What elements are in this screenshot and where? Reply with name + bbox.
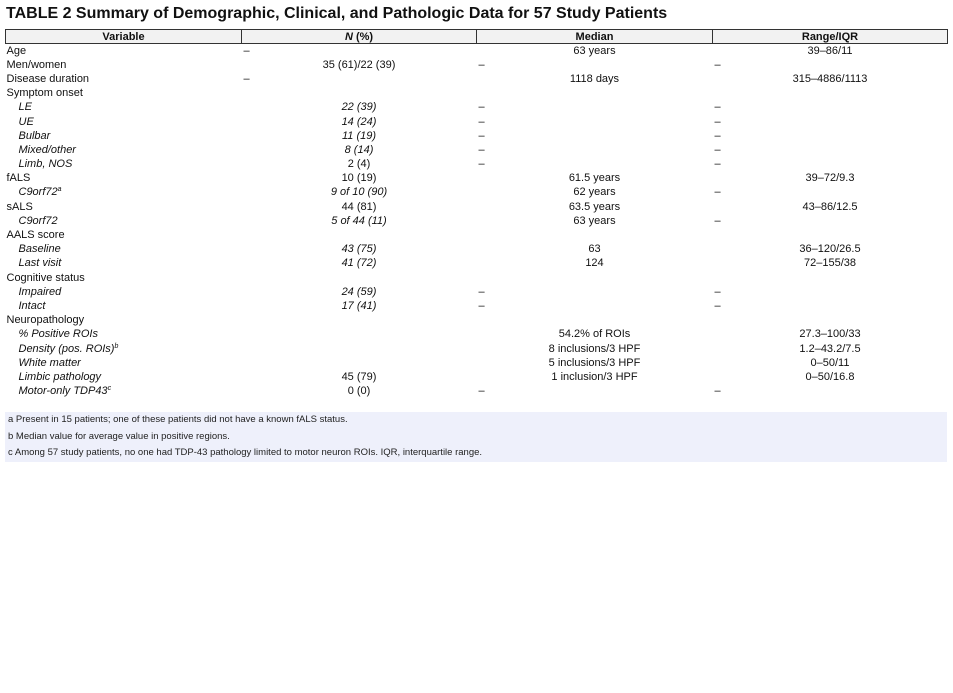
cell-variable [6, 385, 242, 399]
cell-median-value: 54.2% of ROIs [558, 328, 631, 341]
cell-range [713, 87, 948, 101]
table-body [6, 44, 948, 399]
cell-median [477, 129, 713, 143]
cell-n [242, 285, 477, 299]
cell-median-value: – [478, 58, 485, 71]
header-range: Range/IQR [713, 30, 948, 44]
cell-median-value: 63 years [573, 44, 616, 57]
cell-median [477, 342, 713, 356]
cell-median-value: 62 years [573, 186, 616, 199]
cell-n-value: 11 (19) [341, 129, 377, 142]
header-median: Median [477, 30, 713, 44]
cell-n-value: 8 (14) [344, 143, 374, 156]
cell-variable [6, 271, 242, 285]
cell-n-value: 35 (61)/22 (39) [322, 58, 396, 71]
cell-variable [6, 200, 242, 214]
cell-median [477, 44, 713, 59]
variable-label: Impaired [18, 285, 62, 298]
cell-variable [6, 44, 242, 59]
cell-median-value: – [478, 299, 485, 312]
cell-range [713, 158, 948, 172]
variable-label: LE [18, 101, 32, 114]
cell-n [242, 356, 477, 370]
variable-label: Limbic pathology [18, 370, 102, 383]
variable-label: Limb, NOS [18, 158, 73, 171]
cell-n [242, 186, 477, 200]
cell-median [477, 314, 713, 328]
cell-range [713, 228, 948, 242]
cell-n-value: 43 (75) [341, 243, 377, 256]
variable-label: C9orf72 [18, 186, 58, 199]
cell-range-value: 27.3–100/33 [799, 328, 861, 341]
cell-median-value: 1 inclusion/3 HPF [551, 370, 638, 383]
variable-label: fALS [6, 172, 31, 185]
cell-median [477, 285, 713, 299]
cell-range-value: 36–120/26.5 [799, 243, 861, 256]
variable-label: Bulbar [18, 129, 51, 142]
cell-n-value: 0 (0) [347, 385, 371, 398]
table-row [6, 370, 948, 384]
cell-range-value: – [714, 285, 721, 298]
cell-median-value: 124 [585, 257, 604, 270]
cell-range-value: – [714, 101, 721, 114]
cell-range-value: 39–86/11 [807, 44, 853, 57]
cell-n [242, 370, 477, 384]
data-table [5, 29, 948, 399]
cell-n [242, 314, 477, 328]
cell-median [477, 214, 713, 228]
cell-n [242, 328, 477, 342]
cell-median-value: – [478, 115, 485, 128]
variable-label: Disease duration [6, 72, 90, 85]
table-title: TABLE 2 Summary of Demographic, Clinical, and Pathologic Data for 57 Study Patients [6, 5, 668, 22]
variable-label: Baseline [18, 243, 61, 256]
cell-variable [6, 172, 242, 186]
cell-range-value: 315–4886/1113 [792, 72, 868, 85]
cell-range [713, 186, 948, 200]
cell-median [477, 143, 713, 157]
cell-n-value: 44 (81) [341, 200, 377, 213]
cell-range [713, 243, 948, 257]
cell-range-value: – [714, 299, 721, 312]
cell-n [242, 58, 477, 72]
cell-n [242, 129, 477, 143]
header-variable: Variable [6, 30, 242, 44]
cell-range [713, 44, 948, 59]
table-row [6, 101, 948, 115]
cell-variable [6, 243, 242, 257]
cell-n [242, 214, 477, 228]
cell-n-value: 45 (79) [341, 370, 377, 383]
cell-range [713, 285, 948, 299]
table-row [6, 143, 948, 157]
cell-variable [6, 143, 242, 157]
cell-median-value: 1118 days [569, 72, 620, 85]
cell-n [242, 72, 477, 86]
cell-median-value: – [478, 143, 485, 156]
cell-median [477, 328, 713, 342]
header-n-suffix: (%) [352, 30, 374, 43]
cell-median [477, 271, 713, 285]
cell-range [713, 214, 948, 228]
cell-median [477, 356, 713, 370]
cell-range [713, 129, 948, 143]
cell-median [477, 299, 713, 313]
cell-median-value: 63.5 years [568, 200, 621, 213]
cell-median [477, 115, 713, 129]
table-row [6, 58, 948, 72]
variable-label: Mixed/other [18, 143, 76, 156]
footnote-marker: a [57, 186, 62, 194]
cell-range-value: 43–86/12.5 [802, 200, 858, 213]
cell-n-value: 9 of 10 (90) [330, 186, 388, 199]
cell-median [477, 87, 713, 101]
table-row [6, 385, 948, 399]
cell-range-value: – [714, 186, 721, 199]
cell-variable [6, 87, 242, 101]
cell-range-value: 1.2–43.2/7.5 [799, 342, 861, 355]
cell-median-value: 63 [588, 243, 601, 256]
table-row [6, 314, 948, 328]
cell-n [242, 101, 477, 115]
cell-median [477, 158, 713, 172]
variable-label: sALS [6, 200, 33, 213]
variable-label: Men/women [6, 58, 67, 71]
cell-variable [6, 158, 242, 172]
cell-median [477, 172, 713, 186]
cell-variable [6, 101, 242, 115]
footnote: c Among 57 study patients, no one had TDP-43 pathology limited to motor neuron ROIs. IQR, interquartile range. [8, 447, 483, 459]
cell-range-value: – [714, 58, 721, 71]
cell-n-value: 17 (41) [341, 299, 377, 312]
footnote: a Present in 15 patients; one of these patients did not have a known fALS status. [8, 414, 348, 425]
cell-median [477, 200, 713, 214]
cell-variable [6, 228, 242, 242]
cell-variable [6, 356, 242, 370]
variable-label: Intact [18, 299, 46, 312]
cell-n-value: 10 (19) [341, 172, 377, 185]
variable-label: White matter [18, 356, 81, 369]
cell-variable [6, 214, 242, 228]
table-row [6, 72, 948, 86]
cell-variable [6, 342, 242, 356]
cell-median-value: – [478, 129, 485, 142]
cell-n [242, 228, 477, 242]
table-row [6, 243, 948, 257]
variable-label: Age [6, 44, 27, 57]
cell-range [713, 314, 948, 328]
table-row [6, 356, 948, 370]
cell-variable [6, 370, 242, 384]
variable-label: Density (pos. ROIs) [18, 342, 115, 355]
cell-range-value: – [714, 385, 721, 398]
cell-median [477, 186, 713, 200]
header-row [6, 30, 948, 44]
cell-n-value: 24 (59) [341, 285, 377, 298]
cell-range-value: 39–72/9.3 [805, 172, 855, 185]
cell-range [713, 72, 948, 86]
variable-label: Last visit [18, 257, 62, 270]
cell-n [242, 385, 477, 399]
table-row [6, 172, 948, 186]
cell-range [713, 58, 948, 72]
footnote-marker: c [107, 385, 112, 393]
table-row [6, 129, 948, 143]
cell-variable [6, 115, 242, 129]
table-row [6, 87, 948, 101]
footnote: b Median value for average value in positive regions. [8, 430, 230, 442]
cell-n [242, 299, 477, 313]
cell-n [242, 200, 477, 214]
cell-n [242, 271, 477, 285]
cell-range [713, 385, 948, 399]
cell-variable [6, 186, 242, 200]
cell-n-value: 5 of 44 (11) [331, 214, 387, 227]
cell-n [242, 257, 477, 271]
cell-median-value: – [478, 158, 485, 171]
variable-label: UE [18, 115, 34, 128]
cell-n [242, 342, 477, 356]
cell-variable [6, 129, 242, 143]
cell-range-value: – [714, 143, 721, 156]
cell-range-value: 72–155/38 [804, 257, 856, 270]
cell-variable [6, 72, 242, 86]
table-row [6, 158, 948, 172]
table-row [6, 200, 948, 214]
header-n-symbol: N [344, 30, 353, 43]
cell-median-value: – [478, 285, 485, 298]
variable-label: Motor-only TDP43 [18, 385, 108, 398]
table-row [6, 342, 948, 356]
cell-n-value: 41 (72) [341, 257, 377, 270]
cell-median-value: 61.5 years [568, 172, 621, 185]
cell-range [713, 356, 948, 370]
cell-range [713, 115, 948, 129]
cell-median [477, 370, 713, 384]
cell-variable [6, 58, 242, 72]
variable-label: Cognitive status [6, 271, 85, 284]
table-row [6, 228, 948, 242]
cell-n [242, 158, 477, 172]
cell-n [242, 172, 477, 186]
table-row [6, 271, 948, 285]
cell-variable [6, 314, 242, 328]
cell-median [477, 58, 713, 72]
cell-median-value: 8 inclusions/3 HPF [548, 342, 641, 355]
cell-median-value: – [478, 385, 485, 398]
footnotes [5, 412, 947, 462]
cell-range [713, 299, 948, 313]
cell-n [242, 115, 477, 129]
cell-range [713, 101, 948, 115]
variable-label: Symptom onset [6, 87, 83, 100]
cell-range [713, 200, 948, 214]
cell-range-value: – [714, 158, 721, 171]
cell-median [477, 385, 713, 399]
cell-n-value: 2 (4) [347, 158, 371, 171]
cell-range [713, 172, 948, 186]
cell-n-value: – [243, 44, 250, 57]
cell-range-value: 0–50/11 [810, 356, 850, 369]
cell-range [713, 257, 948, 271]
cell-median [477, 228, 713, 242]
cell-n [242, 243, 477, 257]
cell-variable [6, 299, 242, 313]
cell-variable [6, 285, 242, 299]
cell-n-value: 14 (24) [341, 115, 377, 128]
cell-n-value: 22 (39) [341, 101, 377, 114]
table-row [6, 257, 948, 271]
cell-n [242, 44, 477, 59]
cell-median-value: 63 years [573, 214, 616, 227]
cell-n [242, 87, 477, 101]
cell-range-value: 0–50/16.8 [805, 370, 855, 383]
cell-range [713, 328, 948, 342]
variable-label: Neuropathology [6, 314, 85, 327]
cell-n [242, 143, 477, 157]
cell-range-value: – [714, 129, 721, 142]
table-row [6, 285, 948, 299]
table-row [6, 214, 948, 228]
cell-n-value: – [243, 72, 250, 85]
cell-range [713, 143, 948, 157]
cell-range [713, 271, 948, 285]
table-row [6, 115, 948, 129]
table-row [6, 186, 948, 200]
footnote-marker: b [114, 342, 119, 350]
cell-range [713, 342, 948, 356]
cell-variable [6, 257, 242, 271]
cell-median [477, 257, 713, 271]
cell-range-value: – [714, 115, 721, 128]
header-n [242, 30, 477, 44]
cell-range-value: – [714, 214, 721, 227]
cell-variable [6, 328, 242, 342]
cell-median-value: – [478, 101, 485, 114]
cell-median [477, 243, 713, 257]
variable-label: % Positive ROIs [18, 328, 98, 341]
variable-label: C9orf72 [18, 214, 58, 227]
table-row [6, 299, 948, 313]
table-row [6, 328, 948, 342]
table-row [6, 44, 948, 59]
variable-label: AALS score [6, 229, 65, 242]
cell-range [713, 370, 948, 384]
cell-median [477, 72, 713, 86]
cell-median [477, 101, 713, 115]
cell-median-value: 5 inclusions/3 HPF [548, 356, 641, 369]
